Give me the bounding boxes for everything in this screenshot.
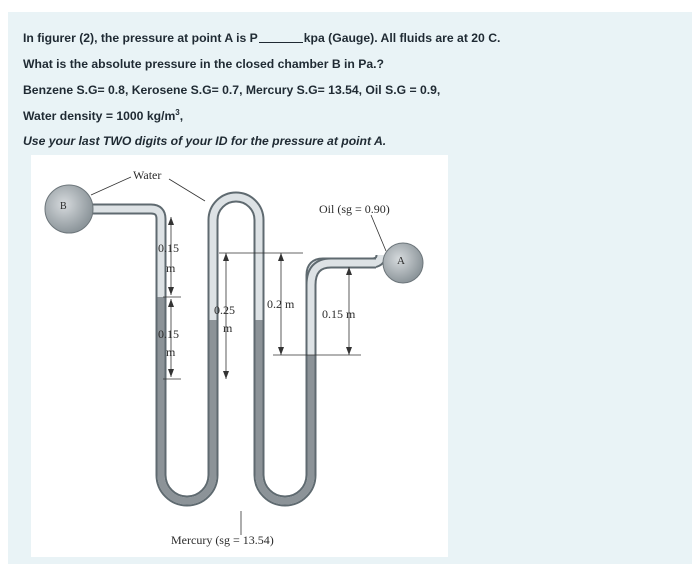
- dim-02-arrow-down: [278, 347, 284, 355]
- mercury-column-right: [259, 320, 311, 501]
- dim-right-arrow-down: [346, 347, 352, 355]
- water-density-comma: ,: [179, 109, 184, 124]
- water-leader-left: [91, 177, 131, 195]
- dim-02-arrow-up: [278, 253, 284, 261]
- dim-left-bottom-arrow-down: [168, 369, 174, 377]
- question-line-specific-gravities: Benzene S.G= 0.8, Kerosene S.G= 0.7, Mercury S.G= 13.54, Oil S.G = 0.9,: [23, 83, 441, 97]
- point-b-label: B: [60, 201, 67, 212]
- dim-left-top-arrow-up: [168, 217, 174, 225]
- question-line-water-density: [23, 108, 183, 123]
- manometer-figure: [31, 155, 448, 557]
- question-line-pressure-a: [23, 31, 500, 45]
- dim-015-top-value: 0.15: [158, 241, 179, 255]
- question-line-absolute-pressure: What is the absolute pressure in the closed chamber B in Pa.?: [23, 57, 384, 71]
- dim-015-bottom-value: 0.15: [158, 327, 179, 341]
- oil-leader: [371, 215, 386, 251]
- dim-015-bottom-unit: m: [166, 345, 176, 359]
- point-a-label: A: [397, 255, 405, 267]
- water-density-text: Water density = 1000 kg/m: [23, 109, 176, 124]
- dim-025-arrow-down: [223, 371, 229, 379]
- water-density-exponent: 3: [175, 108, 180, 117]
- question-text-part2: kpa (Gauge). All fluids are at 20 C.: [303, 31, 501, 45]
- dim-left-top-arrow-down: [168, 287, 174, 295]
- oil-label: Oil (sg = 0.90): [319, 202, 390, 216]
- dim-015-top-unit: m: [166, 261, 176, 275]
- chamber-b-bulb: [45, 185, 93, 233]
- water-label: Water: [133, 168, 162, 182]
- dim-025-value: 0.25: [214, 303, 235, 317]
- question-line-instruction: Use your last TWO digits of your ID for the pressure at point A.: [23, 134, 387, 148]
- dim-left-bottom-arrow-up: [168, 299, 174, 307]
- answer-blank: [259, 32, 303, 43]
- dim-02-label: 0.2 m: [267, 297, 295, 311]
- connector-to-a-inner: [311, 263, 376, 285]
- dim-025-unit: m: [223, 321, 233, 335]
- dim-015-right-label: 0.15 m: [322, 307, 356, 321]
- water-leader-right: [169, 179, 205, 201]
- dim-025-arrow-up: [223, 253, 229, 261]
- question-panel: [8, 12, 692, 564]
- question-text-part1: In figurer (2), the pressure at point A is P: [23, 31, 258, 45]
- mercury-label: Mercury (sg = 13.54): [171, 533, 274, 547]
